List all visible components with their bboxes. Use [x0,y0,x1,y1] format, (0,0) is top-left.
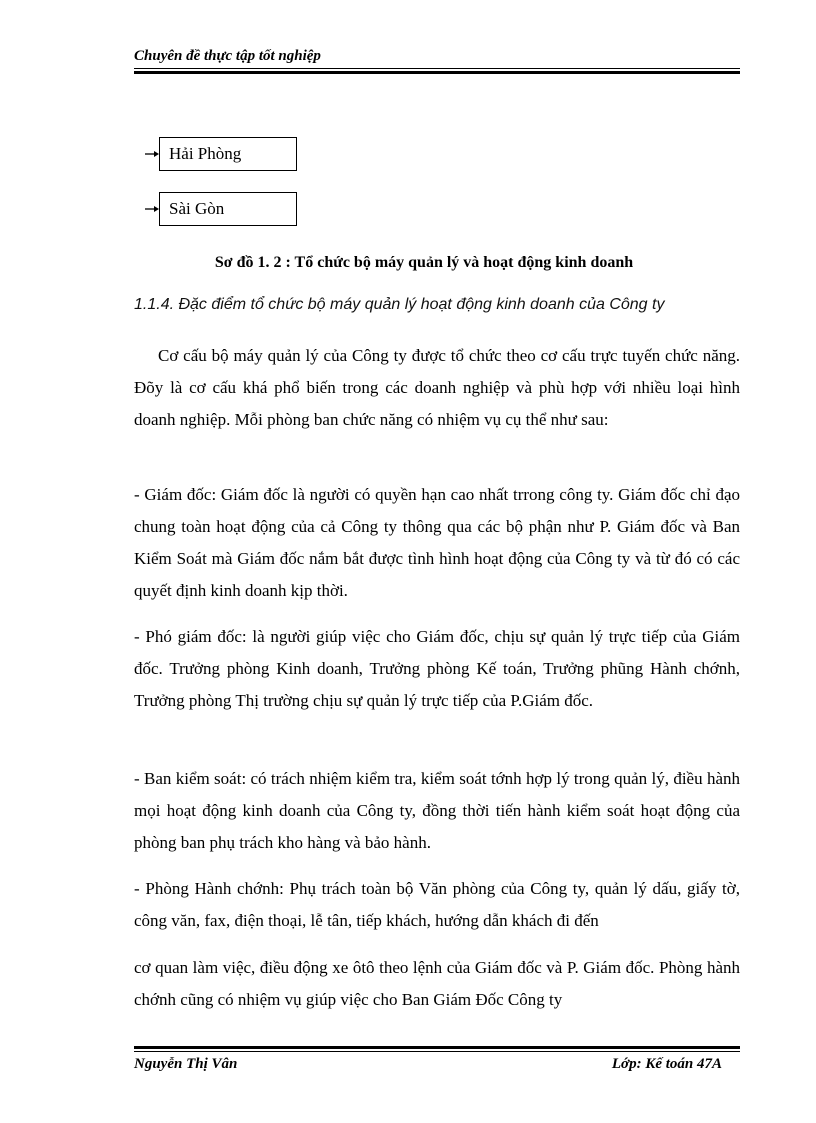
diagram-box-label: Hải Phòng [169,144,242,163]
footer-rule-thin [134,1051,740,1052]
paragraph-phong-hanh-chinh: - Phòng Hành chớnh: Phụ trách toàn bộ Văn phòng của Công ty, quản lý dấu, giấy tờ, công văn, fax, điện thoại, lễ tân, tiếp khách, hướng dẫn khách đi đến [134,879,740,930]
diagram-box-sai-gon [159,192,297,226]
footer-class: Lớp: Kế toán 47A [611,1056,722,1072]
header-rule-thick [134,71,740,74]
diagram-box-hai-phong [159,137,297,171]
diagram-box-label: Sài Gòn [169,199,225,218]
section-heading: 1.1.4. Đặc điểm tổ chức bộ máy quản lý hoạt động kinh doanh của Công ty [134,296,665,313]
footer-author: Nguyễn Thị Vân [134,1056,238,1072]
diagram-branch-hai-phong [145,135,297,173]
paragraph-ban-kiem-soat: - Ban kiểm soát: có trách nhiệm kiểm tra, kiểm soát tớnh hợp lý trong quản lý, điều hành mọi hoạt động kinh doanh của Công ty, đồng thời tiến hành kiểm soát hoạt động của phòng ban phụ trách kho hàng và bảo hành. [134,769,740,852]
arrow-right-icon [145,147,159,161]
paragraph-giam-doc: - Giám đốc: Giám đốc là người có quyền hạn cao nhất trrong công ty. Giám đốc chỉ đạo chung toàn hoạt động của cả Công ty thông qua các bộ phận như P. Giám đốc và Ban Kiểm Soát mà Giám đốc nắm bắt được tình hình hoạt động của Công ty và từ đó có các quyết định kinh doanh kịp thời. [134,485,740,600]
paragraph-pho-giam-doc: - Phó giám đốc: là người giúp việc cho Giám đốc, chịu sự quản lý trực tiếp của Giám đốc. Trưởng phòng Kinh doanh, Trưởng phòng Kế toán, Trưởng phũng Hành chớnh, Trưởng phòng Thị trường chịu sự quản lý trực tiếp của P.Giám đốc. [134,627,740,710]
header-rule-thin [134,68,740,69]
diagram-branch-sai-gon [145,190,297,228]
paragraph-phong-hanh-chinh-cont: cơ quan làm việc, điều động xe ôtô theo lệnh của Giám đốc và P. Giám đốc. Phòng hành chớnh cũng có nhiệm vụ giúp việc cho Ban Giám Đốc Công ty [134,958,740,1009]
diagram-caption: Sơ đồ 1. 2 : Tổ chức bộ máy quản lý và hoạt động kinh doanh [214,254,634,271]
page-header-title: Chuyên đề thực tập tốt nghiệp [134,48,321,64]
footer-rule-thick [134,1046,740,1049]
arrow-right-icon [145,202,159,216]
paragraph-intro: Cơ cấu bộ máy quản lý của Công ty được tổ chức theo cơ cấu trực tuyến chức năng. Đõy là cơ cấu khá phổ biến trong các doanh nghiệp và phù hợp với nhiều loại hình doanh nghiệp. Mỗi phòng ban chức năng có nhiệm vụ cụ thể như sau: [134,346,740,429]
